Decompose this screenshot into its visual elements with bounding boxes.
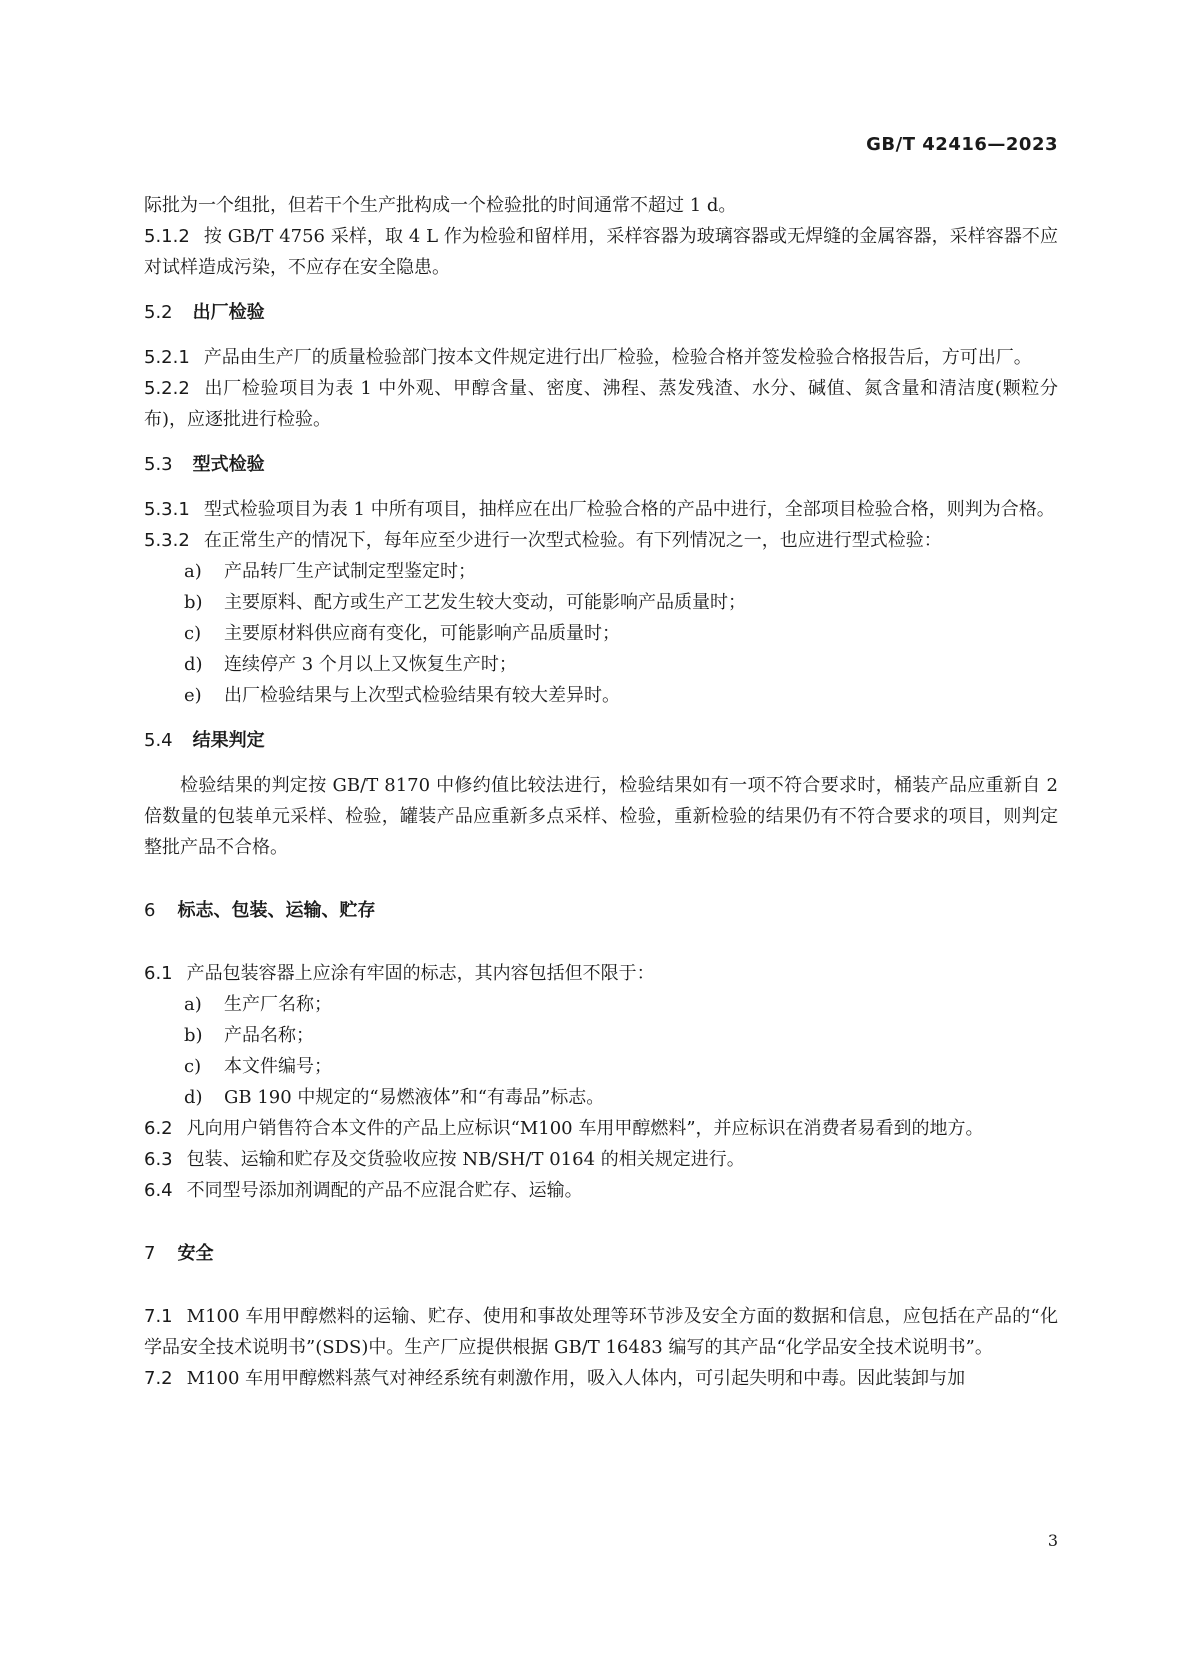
page-content: [144, 190, 1058, 1394]
clause-number: 5.1.2: [144, 226, 190, 247]
clause-text: 产品包装容器上应涂有牢固的标志，其内容包括但不限于：: [186, 963, 655, 984]
heading-number: 5.3: [144, 454, 173, 475]
list-label: d): [184, 1087, 203, 1108]
clause-text: 凡向用户销售符合本文件的产品上应标识“M100 车用甲醇燃料”，并应标识在消费者易看到的地方。: [186, 1118, 984, 1139]
clause-5-2-2: [144, 373, 1058, 435]
list-label: a): [184, 561, 202, 582]
clause-number: 5.2.1: [144, 347, 190, 368]
heading-number: 6: [144, 900, 156, 921]
list-text: 出厂检验结果与上次型式检验结果有较大差异时。: [224, 685, 620, 706]
list-text: 连续停产 3 个月以上又恢复生产时；: [224, 654, 517, 675]
heading-title: 出厂检验: [192, 302, 265, 323]
heading-title: 结果判定: [192, 730, 265, 751]
list-item: [144, 1020, 1058, 1051]
list-label: c): [184, 623, 202, 644]
list-item: [144, 989, 1058, 1020]
list-item: [144, 618, 1058, 649]
list-item: [144, 1051, 1058, 1082]
clause-5-3-2: [144, 525, 1058, 556]
clause-text: 出厂检验项目为表 1 中外观、甲醇含量、密度、沸程、蒸发残渣、水分、碱值、氮含量和清洁度(颗粒分布)，应逐批进行检验。: [144, 378, 1058, 430]
clause-6-2: [144, 1113, 1058, 1144]
heading-number: 5.4: [144, 730, 173, 751]
clause-number: 6.2: [144, 1118, 173, 1139]
list-label: a): [184, 994, 202, 1015]
clause-number: 6.3: [144, 1149, 173, 1170]
list-label: b): [184, 1025, 203, 1046]
list-text: 主要原料、配方或生产工艺发生较大变动，可能影响产品质量时；: [224, 592, 746, 613]
clause-text: 产品由生产厂的质量检验部门按本文件规定进行出厂检验，检验合格并签发检验合格报告后，方可出厂。: [203, 347, 1032, 368]
list-item: [144, 587, 1058, 618]
clause-7-1: [144, 1301, 1058, 1363]
list-text: 生产厂名称；: [224, 994, 332, 1015]
heading-title: 标志、包装、运输、贮存: [177, 900, 376, 921]
clause-6-1: [144, 958, 1058, 989]
list-item: [144, 1082, 1058, 1113]
heading-5-3: [144, 449, 1058, 480]
clause-text: M100 车用甲醇燃料的运输、贮存、使用和事故处理等环节涉及安全方面的数据和信息，应包括在产品的“化学品安全技术说明书”(SDS)中。生产厂应提供根据 GB/T 16483 编写的其产品“化学品安全技术说明书”。: [144, 1306, 1058, 1358]
clause-7-2: [144, 1363, 1058, 1394]
heading-5-2: [144, 297, 1058, 328]
clause-number: 7.1: [144, 1306, 173, 1327]
clause-6-3: [144, 1144, 1058, 1175]
list-text: 主要原材料供应商有变化，可能影响产品质量时；: [224, 623, 620, 644]
heading-title: 型式检验: [192, 454, 265, 475]
clause-5-3-1: [144, 494, 1058, 525]
clause-text: 型式检验项目为表 1 中所有项目，抽样应在出厂检验合格的产品中进行，全部项目检验合格，则判为合格。: [203, 499, 1055, 520]
clause-text: 按 GB/T 4756 采样，取 4 L 作为检验和留样用，采样容器为玻璃容器或无焊缝的金属容器，采样容器不应对试样造成污染，不应存在安全隐患。: [144, 226, 1058, 278]
paragraph-5-1-continued: 际批为一个组批，但若干个生产批构成一个检验批的时间通常不超过 1 d。: [144, 195, 737, 216]
list-text: GB 190 中规定的“易燃液体”和“有毒品”标志。: [224, 1087, 605, 1108]
heading-6: [144, 895, 1058, 926]
clause-number: 5.3.1: [144, 499, 190, 520]
document-code: GB/T 42416—2023: [866, 134, 1058, 155]
heading-5-4: [144, 725, 1058, 756]
clause-number: 7.2: [144, 1368, 173, 1389]
list-label: b): [184, 592, 203, 613]
paragraph-5-4: 检验结果的判定按 GB/T 8170 中修约值比较法进行，检验结果如有一项不符合要求时，桶装产品应重新自 2 倍数量的包装单元采样、检验，罐装产品应重新多点采样、检验，重新检验的结果仍有不符合要求的项目，则判定整批产品不合格。: [144, 775, 1058, 858]
list-item: [144, 649, 1058, 680]
clause-number: 6.4: [144, 1180, 173, 1201]
clause-number: 5.2.2: [144, 378, 190, 399]
heading-title: 安全: [177, 1243, 214, 1264]
list-label: e): [184, 685, 202, 706]
clause-5-1-2: [144, 221, 1058, 283]
list-label: d): [184, 654, 203, 675]
clause-text: 不同型号添加剂调配的产品不应混合贮存、运输。: [186, 1180, 583, 1201]
clause-number: 6.1: [144, 963, 173, 984]
clause-text: 在正常生产的情况下，每年应至少进行一次型式检验。有下列情况之一，也应进行型式检验：: [203, 530, 942, 551]
heading-number: 7: [144, 1243, 156, 1264]
heading-7: [144, 1238, 1058, 1269]
clause-number: 5.3.2: [144, 530, 190, 551]
list-text: 产品名称；: [224, 1025, 314, 1046]
clause-6-4: [144, 1175, 1058, 1206]
clause-text: M100 车用甲醇燃料蒸气对神经系统有刺激作用，吸入人体内，可引起失明和中毒。因此装卸与加: [186, 1368, 966, 1389]
list-item: [144, 680, 1058, 711]
heading-number: 5.2: [144, 302, 173, 323]
clause-text: 包装、运输和贮存及交货验收应按 NB/SH/T 0164 的相关规定进行。: [186, 1149, 745, 1170]
list-label: c): [184, 1056, 202, 1077]
list-text: 产品转厂生产试制定型鉴定时；: [224, 561, 476, 582]
list-text: 本文件编号；: [224, 1056, 332, 1077]
page-number: 3: [1047, 1531, 1058, 1550]
clause-5-2-1: [144, 342, 1058, 373]
list-item: [144, 556, 1058, 587]
